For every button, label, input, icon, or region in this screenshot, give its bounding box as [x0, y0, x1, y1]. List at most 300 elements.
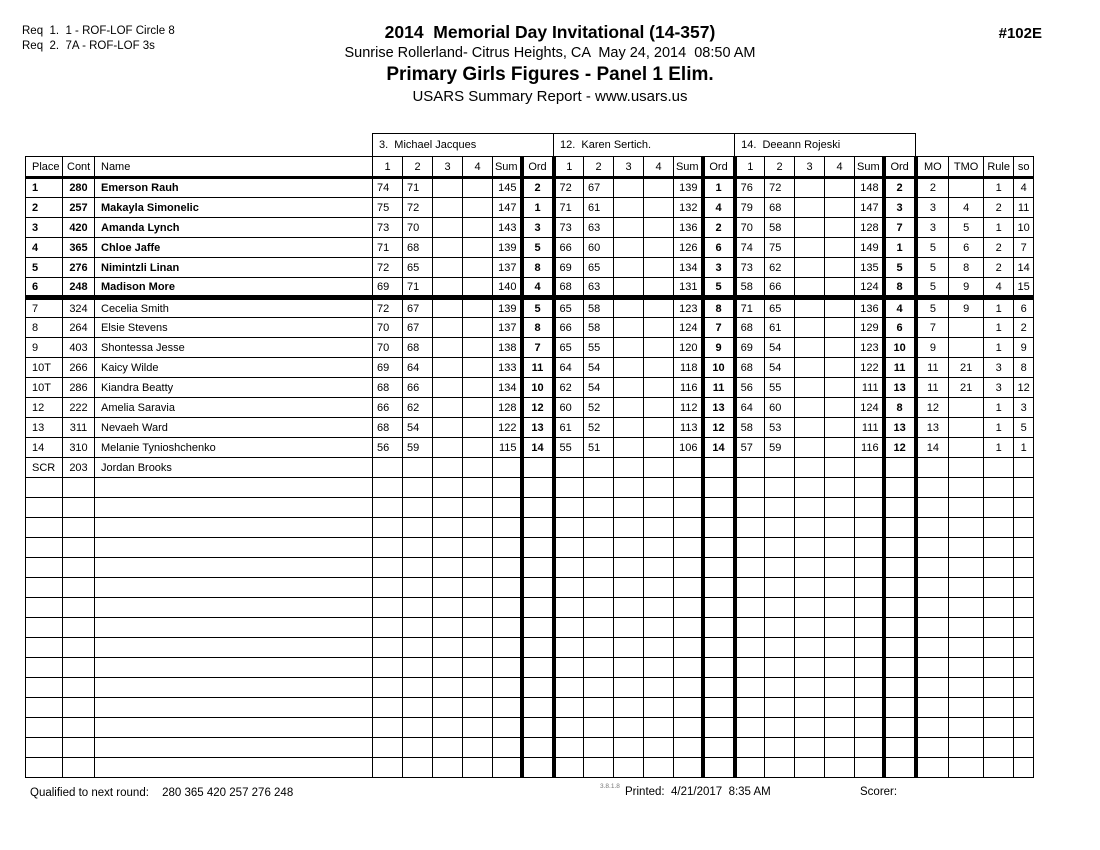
empty-score-cell: [584, 498, 614, 518]
judge3-sum-cell: 136: [855, 298, 884, 318]
judge1-score-3-cell: [433, 318, 463, 338]
document-number: #102E: [998, 25, 1042, 42]
empty-score-cell: [554, 578, 584, 598]
tmo-cell: 6: [949, 238, 984, 258]
judge3-score-2-cell: 65: [765, 298, 795, 318]
judge2-score-3-cell: [614, 338, 644, 358]
judge3-score-1-cell: 68: [735, 318, 765, 338]
empty-score-cell: [522, 578, 554, 598]
table-row: [26, 458, 1034, 478]
judge1-score-1-cell: 68: [373, 378, 403, 398]
place-cell: 6: [26, 278, 63, 298]
judge3-score-3-cell: [795, 238, 825, 258]
empty-score-cell: [884, 698, 916, 718]
judge1-score-4-cell: [463, 178, 493, 198]
judge1-score-4-cell: [463, 458, 493, 478]
empty-name-cell: [95, 758, 373, 778]
judge3-sum-cell: [855, 458, 884, 478]
judge3-ordinal-cell: 13: [884, 418, 916, 438]
table-row: [26, 238, 1034, 258]
empty-name-cell: [95, 678, 373, 698]
empty-score-cell: [493, 758, 522, 778]
empty-score-cell: [795, 498, 825, 518]
empty-score-cell: [522, 478, 554, 498]
mo-cell: 3: [916, 218, 949, 238]
judge1-score-4-cell: [463, 298, 493, 318]
judge1-sum-cell: 137: [493, 258, 522, 278]
judge2-sum-cell: 112: [674, 398, 703, 418]
empty-row: [26, 638, 1034, 658]
table-row: [26, 198, 1034, 218]
judge2-score-2-cell: 65: [584, 258, 614, 278]
empty-tail-cell: [916, 518, 949, 538]
empty-cont-cell: [63, 618, 95, 638]
place-cell: 12: [26, 398, 63, 418]
judge3-score-3-cell: [795, 338, 825, 358]
qualified-label: Qualified to next round:: [30, 787, 149, 799]
place-cell: 2: [26, 198, 63, 218]
judge1-score-4-cell: [463, 218, 493, 238]
empty-score-cell: [855, 758, 884, 778]
empty-score-cell: [584, 638, 614, 658]
judge2-score-2-cell: 61: [584, 198, 614, 218]
empty-place-cell: [26, 658, 63, 678]
empty-score-cell: [825, 738, 855, 758]
empty-score-cell: [522, 538, 554, 558]
empty-score-cell: [554, 538, 584, 558]
empty-score-cell: [765, 518, 795, 538]
header-judge1-sum: Sum: [493, 157, 522, 178]
judge2-score-1-cell: 55: [554, 438, 584, 458]
empty-place-cell: [26, 598, 63, 618]
empty-score-cell: [554, 658, 584, 678]
judge1-score-2-cell: 64: [403, 358, 433, 378]
empty-score-cell: [554, 618, 584, 638]
empty-score-cell: [463, 558, 493, 578]
empty-score-cell: [614, 698, 644, 718]
empty-score-cell: [884, 498, 916, 518]
judge3-score-4-cell: [825, 218, 855, 238]
empty-score-cell: [522, 598, 554, 618]
empty-score-cell: [765, 638, 795, 658]
judge1-score-1-cell: 71: [373, 238, 403, 258]
judge3-ordinal-cell: 6: [884, 318, 916, 338]
empty-score-cell: [463, 518, 493, 538]
mo-cell: 12: [916, 398, 949, 418]
header-judge2-sum: Sum: [674, 157, 703, 178]
empty-tail-cell: [1014, 478, 1034, 498]
judge1-score-2-cell: 65: [403, 258, 433, 278]
empty-score-cell: [765, 698, 795, 718]
judge2-score-4-cell: [644, 318, 674, 338]
empty-score-cell: [554, 678, 584, 698]
judge1-score-1-cell: 70: [373, 338, 403, 358]
judge1-score-1-cell: 56: [373, 438, 403, 458]
empty-row: [26, 498, 1034, 518]
empty-score-cell: [493, 698, 522, 718]
empty-score-cell: [674, 638, 703, 658]
judge2-ordinal-cell: 13: [703, 398, 735, 418]
header-name: Name: [95, 157, 373, 178]
empty-tail-cell: [949, 518, 984, 538]
judge3-ordinal-cell: [884, 458, 916, 478]
judge2-score-4-cell: [644, 358, 674, 378]
judge2-score-1-cell: 71: [554, 198, 584, 218]
empty-tail-cell: [916, 718, 949, 738]
judge2-score-1-cell: 66: [554, 318, 584, 338]
mo-cell: 5: [916, 238, 949, 258]
empty-score-cell: [493, 658, 522, 678]
empty-score-cell: [884, 718, 916, 738]
judge2-score-3-cell: [614, 258, 644, 278]
empty-tail-cell: [1014, 598, 1034, 618]
empty-tail-cell: [1014, 558, 1034, 578]
table-row: [26, 218, 1034, 238]
empty-score-cell: [493, 718, 522, 738]
empty-tail-cell: [984, 738, 1014, 758]
judge1-score-2-cell: 59: [403, 438, 433, 458]
empty-row: [26, 578, 1034, 598]
header-place: Place: [26, 157, 63, 178]
judge1-score-3-cell: [433, 438, 463, 458]
judge2-score-3-cell: [614, 378, 644, 398]
empty-score-cell: [855, 578, 884, 598]
empty-score-cell: [522, 738, 554, 758]
judge2-score-2-cell: 58: [584, 318, 614, 338]
judge2-sum-cell: 134: [674, 258, 703, 278]
judge3-score-3-cell: [795, 258, 825, 278]
empty-score-cell: [703, 618, 735, 638]
judge1-sum-cell: 139: [493, 238, 522, 258]
empty-row: [26, 678, 1034, 698]
judge1-sum-cell: 139: [493, 298, 522, 318]
judge3-ordinal-cell: 12: [884, 438, 916, 458]
empty-score-cell: [825, 758, 855, 778]
judge2-score-3-cell: [614, 358, 644, 378]
empty-score-cell: [493, 638, 522, 658]
judge3-score-2-cell: 61: [765, 318, 795, 338]
empty-score-cell: [433, 598, 463, 618]
judge3-score-3-cell: [795, 178, 825, 198]
judge1-score-4-cell: [463, 198, 493, 218]
judge2-score-4-cell: [644, 258, 674, 278]
judge1-score-1-cell: 72: [373, 298, 403, 318]
judge3-score-1-cell: 58: [735, 278, 765, 298]
judge1-score-4-cell: [463, 358, 493, 378]
header-judge1-3: 3: [433, 157, 463, 178]
empty-tail-cell: [1014, 578, 1034, 598]
header-cont: Cont: [63, 157, 95, 178]
so-cell: 10: [1014, 218, 1034, 238]
empty-score-cell: [765, 758, 795, 778]
empty-score-cell: [674, 678, 703, 698]
empty-name-cell: [95, 738, 373, 758]
judge3-ordinal-cell: 8: [884, 278, 916, 298]
mo-cell: 11: [916, 378, 949, 398]
empty-score-cell: [433, 618, 463, 638]
empty-score-cell: [614, 498, 644, 518]
judge3-score-3-cell: [795, 378, 825, 398]
empty-tail-cell: [949, 598, 984, 618]
place-cell: 13: [26, 418, 63, 438]
mo-cell: 5: [916, 258, 949, 278]
judge2-ordinal-cell: 11: [703, 378, 735, 398]
results-table-wrapper: [25, 133, 1034, 778]
judge2-score-1-cell: 64: [554, 358, 584, 378]
empty-score-cell: [463, 618, 493, 638]
judge1-sum-cell: [493, 458, 522, 478]
skater-name-cell: Elsie Stevens: [95, 318, 373, 338]
judge1-sum-cell: 138: [493, 338, 522, 358]
empty-name-cell: [95, 478, 373, 498]
judge3-score-3-cell: [795, 218, 825, 238]
judge2-score-4-cell: [644, 178, 674, 198]
judge2-score-2-cell: 54: [584, 378, 614, 398]
empty-tail-cell: [949, 658, 984, 678]
so-cell: 15: [1014, 278, 1034, 298]
judge3-score-1-cell: [735, 458, 765, 478]
so-cell: 1: [1014, 438, 1034, 458]
judge2-ordinal-cell: 6: [703, 238, 735, 258]
empty-score-cell: [403, 618, 433, 638]
skater-name-cell: Kiandra Beatty: [95, 378, 373, 398]
empty-score-cell: [584, 698, 614, 718]
empty-score-cell: [463, 738, 493, 758]
judge2-score-1-cell: 65: [554, 338, 584, 358]
skater-name-cell: Jordan Brooks: [95, 458, 373, 478]
table-row: [26, 338, 1034, 358]
empty-score-cell: [703, 638, 735, 658]
table-row: [26, 358, 1034, 378]
table-row: [26, 178, 1034, 198]
judge3-sum-cell: 122: [855, 358, 884, 378]
empty-score-cell: [825, 638, 855, 658]
judge1-score-4-cell: [463, 398, 493, 418]
judge1-ordinal-cell: 7: [522, 338, 554, 358]
empty-score-cell: [795, 558, 825, 578]
contestant-number-cell: 324: [63, 298, 95, 318]
page-title: 2014 Memorial Day Invitational (14-357): [384, 22, 716, 42]
empty-score-cell: [884, 638, 916, 658]
judge1-score-4-cell: [463, 438, 493, 458]
empty-score-cell: [584, 678, 614, 698]
empty-tail-cell: [916, 678, 949, 698]
empty-score-cell: [493, 498, 522, 518]
judge3-score-4-cell: [825, 318, 855, 338]
header-judge3-sum: Sum: [855, 157, 884, 178]
empty-place-cell: [26, 498, 63, 518]
place-cell: 14: [26, 438, 63, 458]
empty-cont-cell: [63, 718, 95, 738]
empty-score-cell: [825, 618, 855, 638]
judge1-score-4-cell: [463, 338, 493, 358]
empty-score-cell: [674, 538, 703, 558]
judge2-sum-cell: 123: [674, 298, 703, 318]
judge2-score-4-cell: [644, 338, 674, 358]
empty-score-cell: [614, 558, 644, 578]
empty-place-cell: [26, 638, 63, 658]
empty-score-cell: [674, 718, 703, 738]
empty-score-cell: [795, 578, 825, 598]
empty-tail-cell: [1014, 678, 1034, 698]
empty-score-cell: [703, 658, 735, 678]
empty-tail-cell: [984, 618, 1014, 638]
contestant-number-cell: 280: [63, 178, 95, 198]
empty-score-cell: [674, 578, 703, 598]
empty-score-cell: [765, 618, 795, 638]
skater-name-cell: Emerson Rauh: [95, 178, 373, 198]
empty-score-cell: [373, 658, 403, 678]
judge3-score-2-cell: [765, 458, 795, 478]
judge3-score-3-cell: [795, 398, 825, 418]
judge3-score-1-cell: 76: [735, 178, 765, 198]
so-cell: 8: [1014, 358, 1034, 378]
so-cell: 11: [1014, 198, 1034, 218]
empty-score-cell: [373, 598, 403, 618]
judge3-score-1-cell: 58: [735, 418, 765, 438]
empty-row: [26, 758, 1034, 778]
judge1-ordinal-cell: 11: [522, 358, 554, 378]
empty-score-cell: [554, 638, 584, 658]
judge1-score-1-cell: 69: [373, 358, 403, 378]
judge1-sum-cell: 137: [493, 318, 522, 338]
judge3-score-2-cell: 55: [765, 378, 795, 398]
empty-score-cell: [644, 578, 674, 598]
table-row: [26, 398, 1034, 418]
empty-score-cell: [855, 718, 884, 738]
empty-name-cell: [95, 518, 373, 538]
judge3-sum-cell: 135: [855, 258, 884, 278]
judge3-score-3-cell: [795, 298, 825, 318]
judge3-score-1-cell: 56: [735, 378, 765, 398]
judge3-ordinal-cell: 4: [884, 298, 916, 318]
empty-score-cell: [614, 738, 644, 758]
empty-score-cell: [614, 538, 644, 558]
empty-score-cell: [644, 478, 674, 498]
judge1-ordinal-cell: 5: [522, 298, 554, 318]
empty-row: [26, 738, 1034, 758]
judge2-score-3-cell: [614, 238, 644, 258]
judge1-score-2-cell: 67: [403, 298, 433, 318]
judge1-score-2-cell: [403, 458, 433, 478]
tmo-cell: 4: [949, 198, 984, 218]
judge2-score-4-cell: [644, 278, 674, 298]
empty-tail-cell: [984, 538, 1014, 558]
judge1-ordinal-cell: 5: [522, 238, 554, 258]
empty-score-cell: [554, 598, 584, 618]
empty-tail-cell: [1014, 658, 1034, 678]
judge3-score-1-cell: 68: [735, 358, 765, 378]
empty-score-cell: [644, 678, 674, 698]
empty-score-cell: [855, 638, 884, 658]
rule-cell: 1: [984, 398, 1014, 418]
empty-score-cell: [825, 718, 855, 738]
empty-score-cell: [522, 678, 554, 698]
empty-score-cell: [884, 538, 916, 558]
empty-tail-cell: [984, 698, 1014, 718]
empty-tail-cell: [949, 618, 984, 638]
empty-score-cell: [554, 738, 584, 758]
empty-score-cell: [674, 518, 703, 538]
judge3-ordinal-cell: 11: [884, 358, 916, 378]
judge1-ordinal-cell: [522, 458, 554, 478]
empty-tail-cell: [916, 538, 949, 558]
empty-score-cell: [795, 638, 825, 658]
empty-score-cell: [644, 558, 674, 578]
empty-cont-cell: [63, 518, 95, 538]
judge2-score-1-cell: 72: [554, 178, 584, 198]
judge1-score-1-cell: 68: [373, 418, 403, 438]
empty-score-cell: [735, 478, 765, 498]
judge3-sum-cell: 149: [855, 238, 884, 258]
empty-score-cell: [703, 718, 735, 738]
header-judge3-1: 1: [735, 157, 765, 178]
judge1-score-3-cell: [433, 358, 463, 378]
rule-cell: [984, 458, 1014, 478]
empty-score-cell: [373, 478, 403, 498]
judge3-score-4-cell: [825, 398, 855, 418]
contestant-number-cell: 311: [63, 418, 95, 438]
empty-cont-cell: [63, 538, 95, 558]
empty-cont-cell: [63, 598, 95, 618]
empty-tail-cell: [949, 578, 984, 598]
contestant-number-cell: 310: [63, 438, 95, 458]
empty-score-cell: [644, 618, 674, 638]
empty-score-cell: [703, 698, 735, 718]
skater-name-cell: Nimintzli Linan: [95, 258, 373, 278]
place-cell: 10T: [26, 378, 63, 398]
empty-score-cell: [795, 738, 825, 758]
judge1-score-4-cell: [463, 318, 493, 338]
empty-tail-cell: [949, 538, 984, 558]
empty-score-cell: [522, 498, 554, 518]
empty-score-cell: [884, 558, 916, 578]
empty-score-cell: [403, 658, 433, 678]
empty-score-cell: [554, 718, 584, 738]
table-row: [26, 438, 1034, 458]
empty-cont-cell: [63, 578, 95, 598]
judge3-score-4-cell: [825, 458, 855, 478]
empty-score-cell: [463, 718, 493, 738]
empty-row: [26, 618, 1034, 638]
judge1-ordinal-cell: 4: [522, 278, 554, 298]
judge3-score-2-cell: 54: [765, 358, 795, 378]
judge3-score-1-cell: 57: [735, 438, 765, 458]
empty-tail-cell: [916, 618, 949, 638]
judge3-ordinal-cell: 3: [884, 198, 916, 218]
header-rule: Rule: [984, 157, 1014, 178]
empty-score-cell: [463, 578, 493, 598]
empty-score-cell: [463, 598, 493, 618]
judge1-score-2-cell: 68: [403, 338, 433, 358]
empty-score-cell: [493, 478, 522, 498]
judge1-score-1-cell: 72: [373, 258, 403, 278]
empty-tail-cell: [949, 478, 984, 498]
judge3-score-1-cell: 69: [735, 338, 765, 358]
empty-score-cell: [584, 758, 614, 778]
empty-score-cell: [735, 698, 765, 718]
empty-score-cell: [522, 658, 554, 678]
empty-score-cell: [493, 738, 522, 758]
judge3-ordinal-cell: 2: [884, 178, 916, 198]
empty-name-cell: [95, 718, 373, 738]
rule-cell: 1: [984, 438, 1014, 458]
header-judge1-4: 4: [463, 157, 493, 178]
empty-score-cell: [373, 498, 403, 518]
empty-score-cell: [644, 498, 674, 518]
judge2-score-1-cell: 62: [554, 378, 584, 398]
judge2-score-3-cell: [614, 318, 644, 338]
